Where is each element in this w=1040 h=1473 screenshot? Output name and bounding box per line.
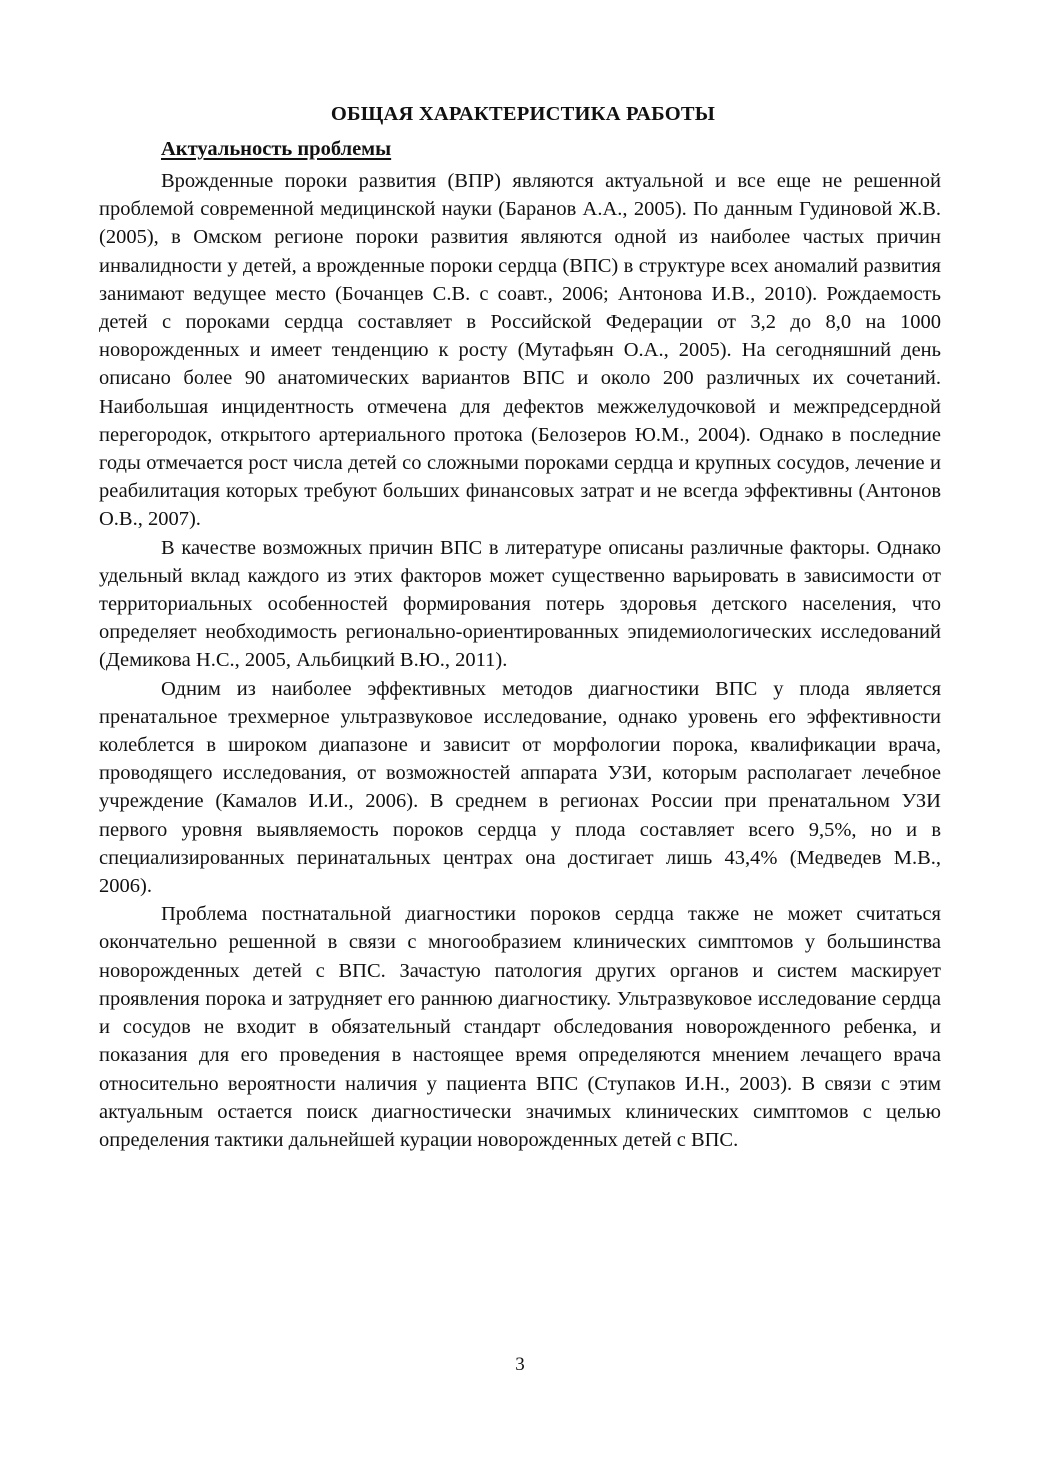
page-number: 3 bbox=[515, 1354, 525, 1375]
paragraph-1: Врожденные пороки развития (ВПР) являются актуальной и все еще не решенной проблемой современной медицинской науки (Баранов А.А., 2005). По данным Гудиновой Ж.В. (2005), в Омском регионе пороки развития являются одной из наиболее частых причин инвалидности у детей, а врожденные пороки сердца (ВПС) в структуре всех аномалий развития занимают ведущее место (Бочанцев С.В. с соавт., 2006; Антонова И.В., 2010). Рождаемость детей с пороками сердца составляет в Российской Федерации от 3,2 до 8,0 на 1000 новорожденных и имеет тенденцию к росту (Мутафьян О.А., 2005). На сегодняшний день описано более 90 анатомических вариантов ВПС и около 200 различных их сочетаний. Наибольшая инцидентность отмечена для дефектов межжелудочковой и межпредсердной перегородок, открытого артериального протока (Белозеров Ю.М., 2004). Однако в последние годы отмечается рост числа детей со сложными пороками сердца и крупных сосудов, лечение и реабилитация которых требуют больших финансовых затрат и не всегда эффективны (Антонов О.В., 2007). bbox=[99, 170, 941, 531]
page-content bbox=[99, 100, 941, 1154]
section-heading: Актуальность проблемы bbox=[161, 138, 392, 160]
paragraph-4: Проблема постнатальной диагностики пороков сердца также не может считаться окончательно решенной в связи с многообразием клинических симптомов у большинства новорожденных детей с ВПС. Зачастую патология других органов и систем маскирует проявления порока и затрудняет его раннюю диагностику. Ультразвуковое исследование сердца и сосудов не входит в обязательный стандарт обследования новорожденного ребенка, и показания для его проведения в настоящее время определяются мнением лечащего врача относительно вероятности наличия у пациента ВПС (Ступаков И.Н., 2003). В связи с этим актуальным остается поиск диагностически значимых клинических симптомов с целью определения тактики дальнейшей курации новорожденных детей с ВПС. bbox=[99, 903, 941, 1151]
paragraph-3: Одним из наиболее эффективных методов диагностики ВПС у плода является пренатальное трехмерное ультразвуковое исследование, однако уровень его эффективности колеблется в широком диапазоне и зависит от морфологии порока, квалификации врача, проводящего исследования, от возможностей аппарата УЗИ, которым располагает лечебное учреждение (Камалов И.И., 2006). В среднем в регионах России при пренатальном УЗИ первого уровня выявляемость пороков сердца у плода составляет всего 9,5%, но и в специализированных перинатальных центрах она достигает лишь 43,4% (Медведев М.В., 2006). bbox=[99, 677, 941, 898]
document-title: ОБЩАЯ ХАРАКТЕРИСТИКА РАБОТЫ bbox=[330, 103, 716, 125]
paragraph-2: В качестве возможных причин ВПС в литературе описаны различные факторы. Однако удельный вклад каждого из этих факторов может существенно варьировать в зависимости от территориальных особенностей формирования потерь здоровья детского населения, что определяет необходимость регионально-ориентированных эпидемиологических исследований (Демикова Н.С., 2005, Альбицкий В.Ю., 2011). bbox=[99, 536, 941, 672]
